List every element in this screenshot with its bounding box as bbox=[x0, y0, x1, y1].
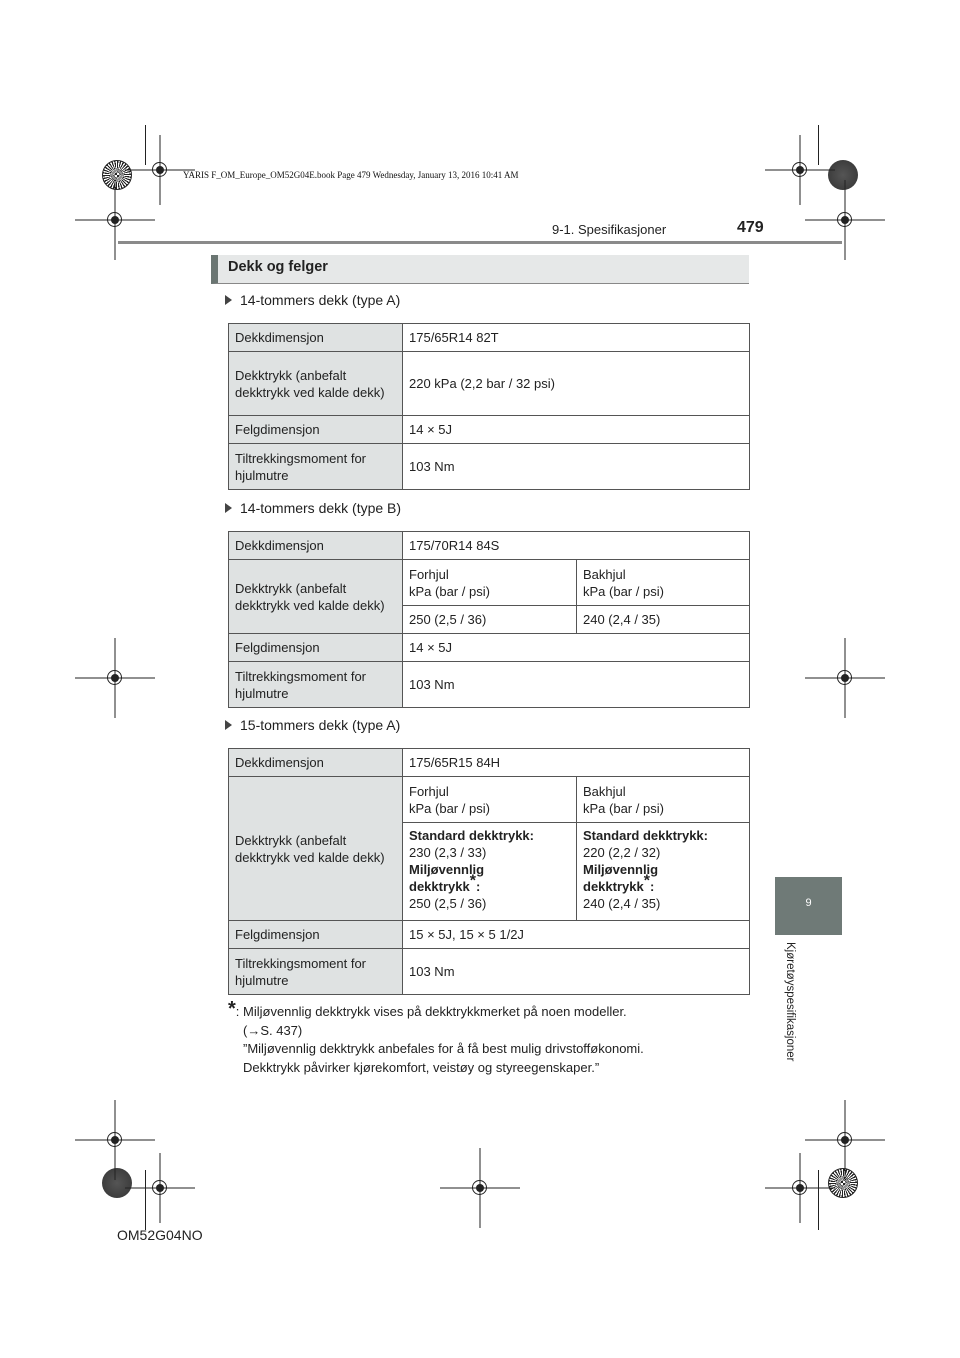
cell-label: Tiltrekkingsmoment for hjulmutre bbox=[229, 662, 403, 708]
cell-label: Dekktrykk (anbefalt dekktrykk ved kalde dekk) bbox=[229, 777, 403, 921]
rear-std-value: 220 (2,2 / 32) bbox=[583, 845, 661, 860]
spec-table bbox=[228, 748, 750, 995]
front-unit: kPa (bar / psi) bbox=[409, 583, 490, 599]
eco-label: Miljøvennlig bbox=[409, 862, 485, 877]
cell-front-header bbox=[403, 560, 577, 606]
triangle-bullet-icon bbox=[225, 295, 232, 305]
subsection-title bbox=[225, 717, 400, 733]
cell-rear-header bbox=[577, 560, 750, 606]
subsection-title-text: 14-tommers dekk (type A) bbox=[240, 292, 401, 308]
eco-label-text: dekktrykk bbox=[583, 879, 644, 894]
eco-label-line2: dekktrykk*: bbox=[409, 872, 481, 894]
rear-eco-value: 240 (2,4 / 35) bbox=[583, 896, 661, 911]
cell-label: Dekkdimensjon bbox=[229, 532, 403, 560]
footnote-star: * bbox=[228, 997, 236, 1020]
cell-value: 175/65R14 82T bbox=[403, 324, 750, 352]
trim-line bbox=[145, 1170, 146, 1230]
front-eco-value: 250 (2,5 / 36) bbox=[409, 896, 487, 911]
page-number: 479 bbox=[737, 219, 764, 236]
cell-value: 103 Nm bbox=[403, 662, 750, 708]
cell-value: 103 Nm bbox=[403, 949, 750, 995]
chapter-tab bbox=[775, 877, 842, 935]
eco-label-text: dekktrykk bbox=[409, 879, 470, 894]
cell-rear-header bbox=[577, 777, 750, 823]
cell-value: 14 × 5J bbox=[403, 416, 750, 444]
cell-value: 175/65R15 84H bbox=[403, 749, 750, 777]
cell-label: Dekkdimensjon bbox=[229, 324, 403, 352]
front-std-value: 230 (2,3 / 33) bbox=[409, 845, 487, 860]
cell-label: Felgdimensjon bbox=[229, 921, 403, 949]
subsection-title-text: 14-tommers dekk (type B) bbox=[240, 500, 402, 516]
cell-label: Felgdimensjon bbox=[229, 416, 403, 444]
cell-label: Felgdimensjon bbox=[229, 634, 403, 662]
crosshair-icon bbox=[125, 1153, 195, 1223]
std-label: Standard dekktrykk: bbox=[409, 828, 534, 843]
eco-label: Miljøvennlig bbox=[583, 862, 659, 877]
document-code: OM52G04NO bbox=[117, 1227, 203, 1243]
footnote-text: : Miljøvennlig dekktrykk vises på dekktrykkmerket på noen modeller. bbox=[235, 1004, 627, 1019]
cell-value: 240 (2,4 / 35) bbox=[577, 606, 750, 634]
section-heading-text: Dekk og felger bbox=[228, 259, 328, 275]
chapter-label: Kjøretøyspesifikasjoner bbox=[784, 942, 796, 1062]
std-label: Standard dekktrykk: bbox=[583, 828, 708, 843]
cell-label: Tiltrekkingsmoment for hjulmutre bbox=[229, 949, 403, 995]
book-info: YARIS F_OM_Europe_OM52G04E.book Page 479 Wednesday, January 13, 2016 10:41 AM bbox=[183, 170, 519, 180]
spec-table bbox=[228, 531, 750, 708]
front-head: Forhjul bbox=[409, 783, 449, 799]
footnote-quote: Dekktrykk påvirker kjørekomfort, veistøy og styreegenskaper.” bbox=[243, 1059, 600, 1075]
cell-label: Dekkdimensjon bbox=[229, 749, 403, 777]
front-unit: kPa (bar / psi) bbox=[409, 800, 490, 816]
footnote-quote: ”Miljøvennlig dekktrykk anbefales for å få best mulig drivstofføkonomi. bbox=[243, 1041, 644, 1056]
trim-line bbox=[818, 1170, 819, 1230]
footnote-star: * bbox=[643, 872, 650, 890]
crosshair-icon bbox=[75, 180, 155, 260]
triangle-bullet-icon bbox=[225, 720, 232, 730]
trim-line bbox=[818, 125, 819, 165]
subsection-title bbox=[225, 292, 400, 308]
subsection-title-text: 15-tommers dekk (type A) bbox=[240, 717, 401, 733]
section-title: 9-1. Spesifikasjoner bbox=[552, 222, 667, 237]
footnote-star: * bbox=[469, 872, 476, 890]
spec-table bbox=[228, 323, 750, 490]
cell-value: 175/70R14 84S bbox=[403, 532, 750, 560]
rear-head: Bakhjul bbox=[583, 783, 626, 799]
crosshair-icon bbox=[805, 180, 885, 260]
crosshair-icon bbox=[805, 638, 885, 718]
header-rule bbox=[118, 241, 842, 244]
eco-label-line2: dekktrykk*: bbox=[583, 872, 655, 894]
cell-rear-values bbox=[577, 823, 750, 921]
crosshair-icon bbox=[765, 1153, 835, 1223]
footnote bbox=[228, 997, 768, 1077]
crosshair-icon bbox=[440, 1148, 520, 1228]
cell-label: Dekktrykk (anbefalt dekktrykk ved kalde dekk) bbox=[229, 352, 403, 416]
cell-value: 15 × 5J, 15 × 5 1/2J bbox=[403, 921, 750, 949]
cell-label: Tiltrekkingsmoment for hjulmutre bbox=[229, 444, 403, 490]
triangle-bullet-icon bbox=[225, 503, 232, 513]
cell-value: 220 kPa (2,2 bar / 32 psi) bbox=[403, 352, 750, 416]
cell-value: 250 (2,5 / 36) bbox=[403, 606, 577, 634]
trim-line bbox=[145, 125, 146, 165]
chapter-number: 9 bbox=[805, 897, 812, 909]
rear-head: Bakhjul bbox=[583, 566, 626, 582]
cell-label: Dekktrykk (anbefalt dekktrykk ved kalde dekk) bbox=[229, 560, 403, 634]
front-head: Forhjul bbox=[409, 566, 449, 582]
rear-unit: kPa (bar / psi) bbox=[583, 800, 664, 816]
cell-value: 14 × 5J bbox=[403, 634, 750, 662]
cell-front-header bbox=[403, 777, 577, 823]
cell-front-values bbox=[403, 823, 577, 921]
crosshair-icon bbox=[75, 638, 155, 718]
section-heading bbox=[211, 255, 749, 284]
subsection-title bbox=[225, 500, 401, 516]
footnote-line bbox=[228, 997, 768, 1022]
cell-value: 103 Nm bbox=[403, 444, 750, 490]
rear-unit: kPa (bar / psi) bbox=[583, 583, 664, 599]
footnote-ref: (→S. 437) bbox=[243, 1022, 303, 1038]
